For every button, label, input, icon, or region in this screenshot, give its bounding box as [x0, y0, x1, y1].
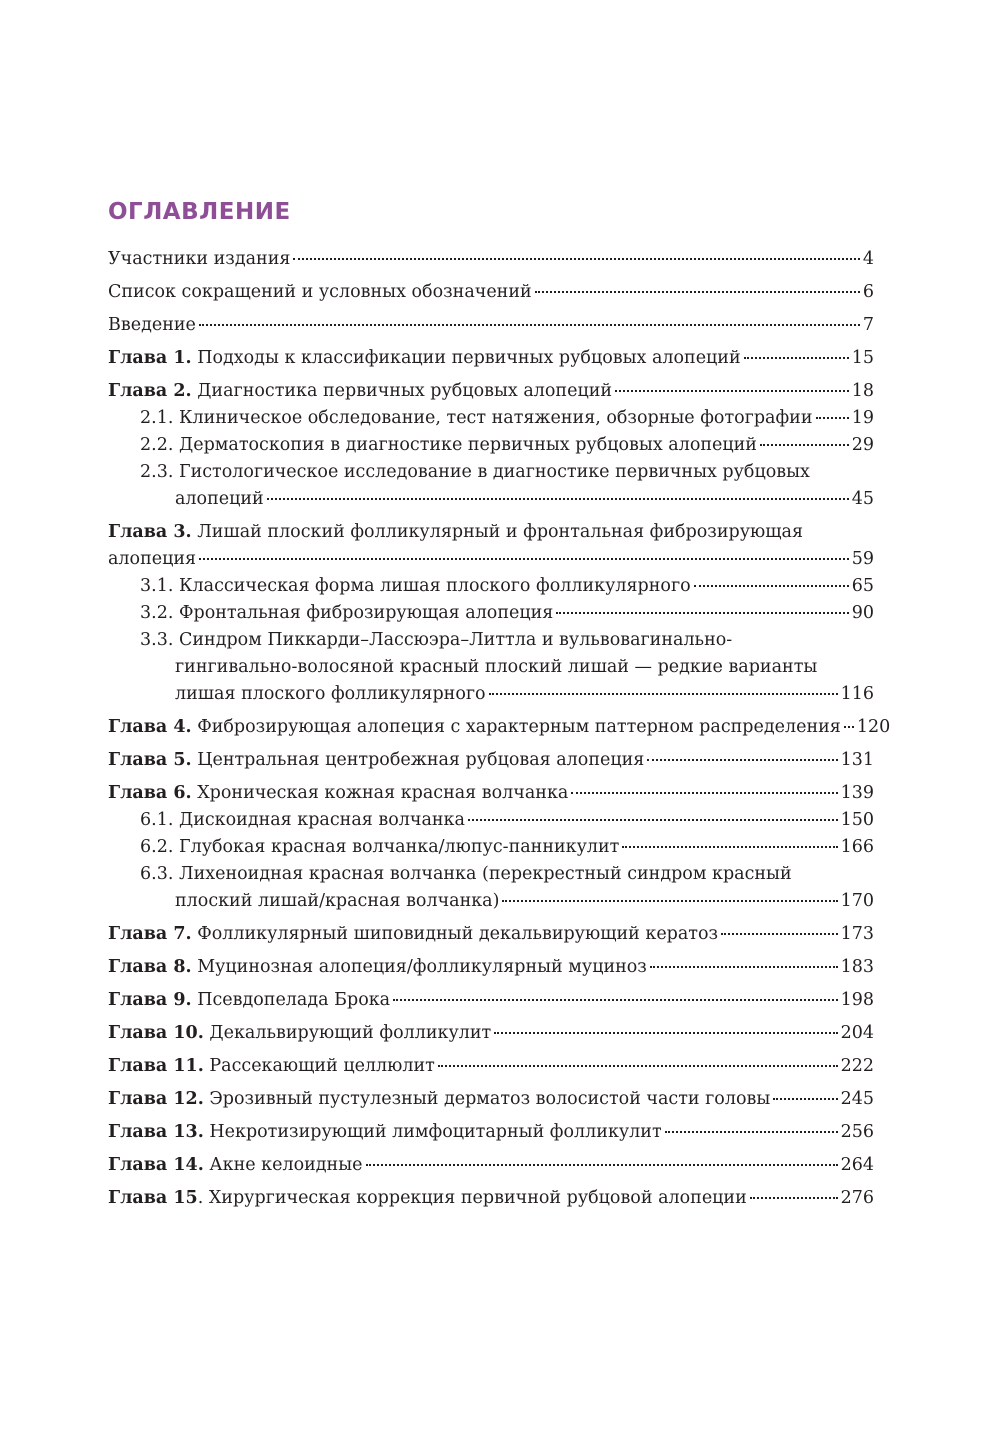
entry-text: Рассекающий целлюлит	[209, 1056, 435, 1076]
chapter-label: Глава 6.	[108, 783, 192, 803]
toc-entry[interactable]	[108, 861, 874, 915]
section-number: 6.3.	[140, 864, 174, 884]
dot-leader	[750, 1197, 838, 1199]
dot-leader	[844, 726, 854, 728]
chapter-label: Глава 1.	[108, 348, 192, 368]
dot-leader	[694, 585, 849, 587]
entry-title	[140, 573, 691, 600]
dot-leader	[494, 1032, 837, 1034]
page-number: 116	[840, 684, 874, 704]
toc-entry[interactable]	[108, 246, 874, 273]
entry-text: Синдром Пиккарди–Лассюэра–Литтла и вульвовагинально-	[178, 630, 733, 650]
chapter-label: Глава 4.	[108, 717, 192, 737]
entry-text: Подходы к классификации первичных рубцовых алопеций	[197, 348, 741, 368]
entry-title	[140, 888, 499, 915]
section-number: 6.1.	[140, 810, 174, 830]
entry-text: Фиброзирующая алопеция с характерным паттерном распределения	[197, 717, 841, 737]
entry-title	[108, 714, 841, 741]
entry-line	[140, 888, 874, 915]
entry-text: Введение	[108, 315, 196, 335]
entry-text-line	[108, 519, 874, 546]
toc-entry[interactable]	[108, 519, 874, 573]
toc-entry[interactable]	[108, 378, 874, 405]
entry-text: Муцинозная алопеция/фолликулярный муциноз	[197, 957, 647, 977]
dot-leader	[622, 846, 837, 848]
entry-title	[140, 807, 465, 834]
page-number: 7	[862, 315, 874, 335]
page-number: 264	[840, 1155, 874, 1175]
toc-entry[interactable]	[108, 987, 874, 1014]
entry-title	[108, 246, 290, 273]
dot-leader	[816, 417, 849, 419]
entry-line	[108, 1053, 874, 1080]
dot-leader	[293, 258, 859, 260]
entry-line	[140, 834, 874, 861]
entry-text-line	[140, 459, 874, 486]
dot-leader	[773, 1098, 837, 1100]
toc-entry[interactable]	[108, 1119, 874, 1146]
entry-text: Глубокая красная волчанка/люпус-панникулит	[178, 837, 620, 857]
entry-text: Лишай плоский фолликулярный и фронтальная фиброзирующая	[197, 522, 803, 542]
dot-leader	[468, 819, 838, 821]
entry-text: Лихеноидная красная волчанка (перекрестный синдром красный	[178, 864, 792, 884]
entry-text: Фронтальная фиброзирующая алопеция	[178, 603, 554, 623]
page-number: 15	[851, 348, 874, 368]
dot-leader	[199, 558, 849, 560]
chapter-label: Глава 3.	[108, 522, 192, 542]
page-number: 204	[840, 1023, 874, 1043]
chapter-label: Глава 5.	[108, 750, 192, 770]
page-number: 222	[840, 1056, 874, 1076]
entry-title	[108, 921, 718, 948]
chapter-label: Глава 9.	[108, 990, 192, 1010]
toc-entry[interactable]	[108, 459, 874, 513]
chapter-label: Глава 13.	[108, 1122, 204, 1142]
dot-leader	[721, 933, 838, 935]
entry-title	[140, 405, 813, 432]
section-number: 2.3.	[140, 462, 174, 482]
section-number: 3.2.	[140, 603, 174, 623]
page-number: 90	[851, 603, 874, 623]
entry-line	[108, 1152, 874, 1179]
entry-line	[108, 378, 874, 405]
entry-line	[108, 1185, 874, 1212]
toc-entry[interactable]	[108, 834, 874, 861]
toc-entry[interactable]	[108, 627, 874, 708]
page-number: 45	[851, 489, 874, 509]
toc-entry[interactable]	[108, 432, 874, 459]
page-number: 139	[840, 783, 874, 803]
page-number: 65	[851, 576, 874, 596]
entry-text: плоский лишай/красная волчанка)	[175, 891, 500, 911]
dot-leader	[393, 999, 837, 1001]
entry-text: Дискоидная красная волчанка	[178, 810, 465, 830]
toc-entry[interactable]	[108, 921, 874, 948]
entry-line	[140, 405, 874, 432]
chapter-label: Глава 11.	[108, 1056, 204, 1076]
entry-title	[108, 279, 532, 306]
toc-entry[interactable]	[108, 312, 874, 339]
dot-leader	[489, 693, 838, 695]
section-number: 6.2.	[140, 837, 174, 857]
entry-line	[140, 681, 874, 708]
entry-line	[108, 312, 874, 339]
page-number: 245	[840, 1089, 874, 1109]
dot-leader	[650, 966, 838, 968]
dot-leader	[760, 444, 849, 446]
entry-line	[108, 921, 874, 948]
entry-line	[108, 246, 874, 273]
entry-line	[108, 279, 874, 306]
page-number: 173	[840, 924, 874, 944]
entry-text: Гистологическое исследование в диагностике первичных рубцовых	[178, 462, 810, 482]
section-number: 3.1.	[140, 576, 174, 596]
entry-text: алопеция	[108, 549, 197, 569]
entry-text: Центральная центробежная рубцовая алопеция	[197, 750, 645, 770]
entry-title	[108, 546, 196, 573]
page-number: 276	[840, 1188, 874, 1208]
page-number: 19	[851, 408, 874, 428]
page-number: 256	[840, 1122, 874, 1142]
dot-leader	[199, 324, 860, 326]
entry-title	[140, 432, 757, 459]
entry-line	[108, 987, 874, 1014]
entry-line	[108, 747, 874, 774]
dot-leader	[267, 498, 849, 500]
entry-text: Список сокращений и условных обозначений	[108, 282, 532, 302]
entry-text: Эрозивный пустулезный дерматоз волосистой части головы	[209, 1089, 771, 1109]
entry-line	[140, 432, 874, 459]
toc-entry[interactable]	[108, 1185, 874, 1212]
chapter-label: Глава 8.	[108, 957, 192, 977]
entry-text-line	[140, 654, 874, 681]
entry-text: Фолликулярный шиповидный декальвирующий кератоз	[197, 924, 719, 944]
toc-entry[interactable]	[108, 714, 891, 741]
section-number: 2.2.	[140, 435, 174, 455]
dot-leader	[571, 792, 837, 794]
dot-leader	[665, 1131, 838, 1133]
entry-line	[108, 1020, 874, 1047]
entry-title	[108, 312, 196, 339]
entry-title	[140, 600, 553, 627]
toc-entry[interactable]	[108, 807, 874, 834]
entry-title	[108, 378, 612, 405]
page-title: ОГЛАВЛЕНИЕ	[108, 199, 291, 225]
page-number: 166	[840, 837, 874, 857]
entry-text: Диагностика первичных рубцовых алопеций	[197, 381, 613, 401]
entry-title	[108, 1053, 435, 1080]
entry-line	[108, 546, 874, 573]
toc-entry[interactable]	[108, 405, 874, 432]
entry-text: Дерматоскопия в диагностике первичных рубцовых алопеций	[178, 435, 757, 455]
chapter-label: Глава 2.	[108, 381, 192, 401]
entry-title	[108, 1185, 747, 1212]
toc-entry[interactable]	[108, 747, 874, 774]
entry-title	[108, 1020, 491, 1047]
dot-leader	[647, 759, 837, 761]
entry-title	[108, 780, 568, 807]
page-number: 4	[862, 249, 874, 269]
entry-line	[140, 600, 874, 627]
table-of-contents	[108, 246, 891, 1212]
entry-text: Хроническая кожная красная волчанка	[197, 783, 569, 803]
chapter-label: Глава 7.	[108, 924, 192, 944]
chapter-label: Глава 14.	[108, 1155, 204, 1175]
entry-text-line	[140, 861, 874, 888]
entry-line	[108, 345, 874, 372]
entry-title	[140, 681, 486, 708]
entry-line	[108, 1119, 874, 1146]
toc-entry[interactable]	[108, 573, 874, 600]
entry-text: гингивально-волосяной красный плоский лишай — редкие варианты	[175, 657, 818, 677]
dot-leader	[744, 357, 849, 359]
entry-text: . Хирургическая коррекция первичной рубцовой алопеции	[197, 1188, 747, 1208]
entry-title	[108, 954, 647, 981]
toc-entry[interactable]	[108, 954, 874, 981]
section-number: 2.1.	[140, 408, 174, 428]
entry-line	[140, 807, 874, 834]
dot-leader	[502, 900, 837, 902]
entry-text: лишая плоского фолликулярного	[175, 684, 486, 704]
entry-text-line	[140, 627, 874, 654]
chapter-label: Глава 12.	[108, 1089, 204, 1109]
entry-title	[108, 747, 644, 774]
chapter-label: Глава 10.	[108, 1023, 204, 1043]
entry-text: Участники издания	[108, 249, 291, 269]
dot-leader	[438, 1065, 838, 1067]
entry-title	[140, 834, 619, 861]
entry-title	[108, 987, 390, 1014]
page-number: 198	[840, 990, 874, 1010]
page-number: 59	[851, 549, 874, 569]
chapter-label: Глава 15	[108, 1188, 198, 1208]
entry-line	[140, 486, 874, 513]
toc-entry[interactable]	[108, 1086, 874, 1113]
entry-text: алопеций	[175, 489, 264, 509]
page-number: 6	[862, 282, 874, 302]
entry-text: Псевдопелада Брока	[197, 990, 391, 1010]
dot-leader	[366, 1164, 838, 1166]
entry-line	[108, 714, 891, 741]
entry-line	[108, 954, 874, 981]
entry-title	[108, 1086, 770, 1113]
toc-entry[interactable]	[108, 600, 874, 627]
entry-line	[140, 573, 874, 600]
entry-text: Декальвирующий фолликулит	[209, 1023, 492, 1043]
page-number: 120	[856, 717, 891, 737]
entry-title	[108, 345, 741, 372]
page-number: 150	[840, 810, 874, 830]
entry-title	[108, 1119, 662, 1146]
page-number: 18	[851, 381, 874, 401]
entry-line	[108, 1086, 874, 1113]
dot-leader	[615, 390, 849, 392]
entry-title	[108, 1152, 363, 1179]
page-number: 29	[851, 435, 874, 455]
toc-entry[interactable]	[108, 345, 874, 372]
entry-text: Клиническое обследование, тест натяжения, обзорные фотографии	[178, 408, 813, 428]
entry-line	[108, 780, 874, 807]
page-number: 183	[840, 957, 874, 977]
toc-entry[interactable]	[108, 1053, 874, 1080]
entry-title	[140, 486, 264, 513]
page-number: 170	[840, 891, 874, 911]
entry-text: Классическая форма лишая плоского фолликулярного	[178, 576, 691, 596]
entry-text: Акне келоидные	[209, 1155, 363, 1175]
toc-entry[interactable]	[108, 780, 874, 807]
toc-entry[interactable]	[108, 279, 874, 306]
dot-leader	[556, 612, 848, 614]
dot-leader	[535, 291, 860, 293]
toc-entry[interactable]	[108, 1152, 874, 1179]
page-number: 131	[840, 750, 874, 770]
toc-entry[interactable]	[108, 1020, 874, 1047]
section-number: 3.3.	[140, 630, 174, 650]
entry-text: Некротизирующий лимфоцитарный фолликулит	[209, 1122, 662, 1142]
